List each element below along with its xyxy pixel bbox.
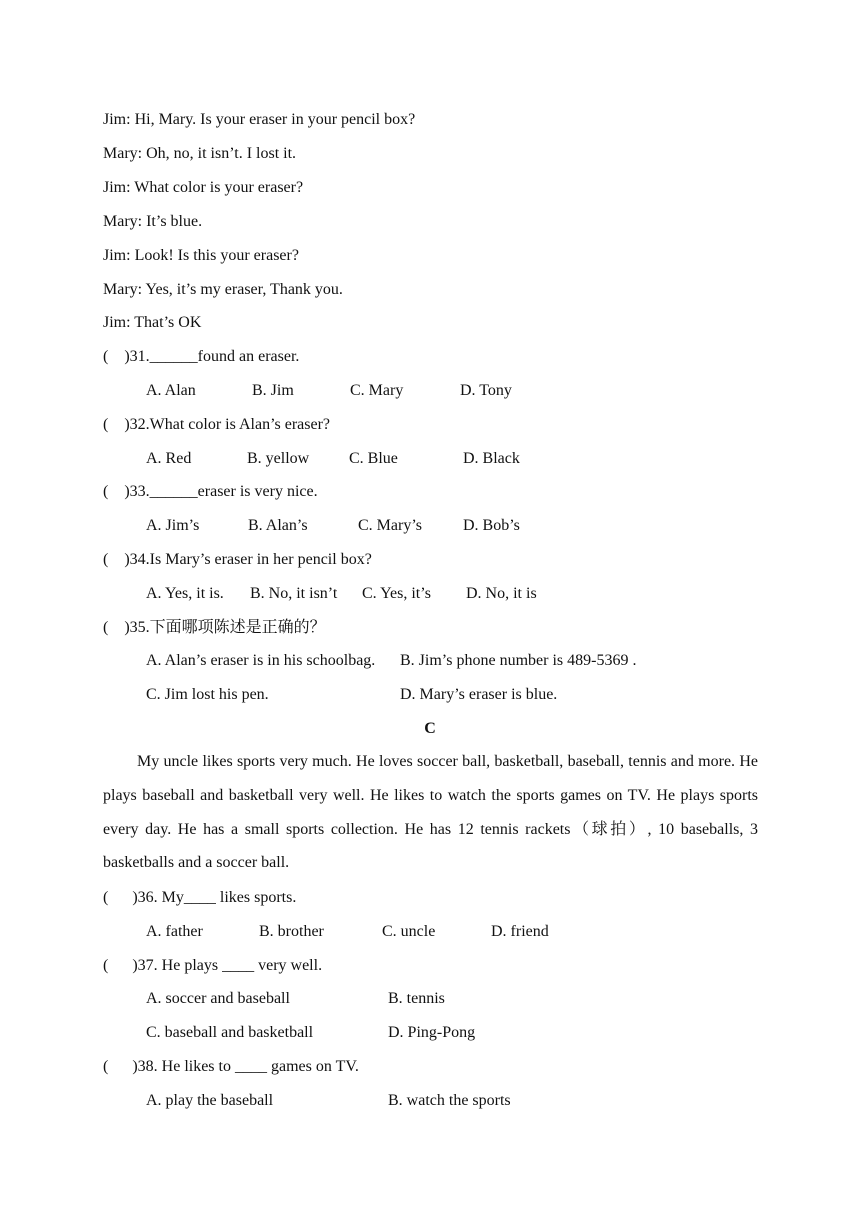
q34-option-a: A. Yes, it is.: [146, 585, 224, 602]
q35-option-d: D. Mary’s eraser is blue.: [400, 686, 558, 703]
q38-option-a: A. play the baseball: [146, 1092, 274, 1109]
question-37-stem: ( )37. He plays ____ very well.: [103, 957, 323, 974]
question-32-stem: ( )32.What color is Alan’s eraser?: [103, 416, 331, 433]
question-33-stem: ( )33.______eraser is very nice.: [103, 483, 318, 500]
q38-option-b: B. watch the sports: [388, 1092, 511, 1109]
q34-option-b: B. No, it isn’t: [250, 585, 338, 602]
q35-option-c: C. Jim lost his pen.: [146, 686, 269, 703]
q37-option-c: C. baseball and basketball: [146, 1024, 314, 1041]
dialogue-line: Mary: It’s blue.: [103, 213, 203, 230]
q31-option-a: A. Alan: [146, 382, 196, 399]
dialogue-line: Jim: Look! Is this your eraser?: [103, 247, 299, 264]
q35-option-a: A. Alan’s eraser is in his schoolbag.: [146, 652, 376, 669]
question-31-stem: ( )31.______found an eraser.: [103, 348, 300, 365]
q31-option-b: B. Jim: [252, 382, 294, 399]
question-38-stem: ( )38. He likes to ____ games on TV.: [103, 1058, 359, 1075]
q32-option-b: B. yellow: [247, 450, 310, 467]
dialogue-line: Jim: That’s OK: [103, 314, 202, 331]
q32-option-c: C. Blue: [349, 450, 398, 467]
q33-option-b: B. Alan’s: [248, 517, 308, 534]
q36-option-d: D. friend: [491, 923, 549, 940]
dialogue-line: Jim: Hi, Mary. Is your eraser in your pencil box?: [103, 111, 416, 128]
q37-option-d: D. Ping-Pong: [388, 1024, 476, 1041]
question-34-stem: ( )34.Is Mary’s eraser in her pencil box?: [103, 551, 372, 568]
dialogue-line: Jim: What color is your eraser?: [103, 179, 304, 196]
q37-option-b: B. tennis: [388, 990, 445, 1007]
question-35-stem: ( )35.下面哪项陈述是正确的？: [103, 619, 326, 636]
q31-option-c: C. Mary: [350, 382, 404, 399]
q31-option-d: D. Tony: [460, 382, 512, 399]
q33-option-a: A. Jim’s: [146, 517, 200, 534]
q34-option-c: C. Yes, it’s: [362, 585, 431, 602]
q36-option-b: B. brother: [259, 923, 324, 940]
q33-option-d: D. Bob’s: [463, 517, 520, 534]
q35-option-b: B. Jim’s phone number is 489-5369 .: [400, 652, 637, 669]
q37-option-a: A. soccer and baseball: [146, 990, 290, 1007]
q32-option-a: A. Red: [146, 450, 192, 467]
dialogue-line: Mary: Yes, it’s my eraser, Thank you.: [103, 281, 343, 298]
q36-option-c: C. uncle: [382, 923, 436, 940]
section-heading: C: [424, 720, 436, 737]
q33-option-c: C. Mary’s: [358, 517, 422, 534]
question-36-stem: ( )36. My____ likes sports.: [103, 889, 297, 906]
dialogue-line: Mary: Oh, no, it isn’t. I lost it.: [103, 145, 297, 162]
q32-option-d: D. Black: [463, 450, 520, 467]
q34-option-d: D. No, it is: [466, 585, 537, 602]
q36-option-a: A. father: [146, 923, 203, 940]
reading-passage: My uncle likes sports very much. He loves soccer ball, basketball, baseball, tennis and more. He plays baseball and basketball very well. He likes to watch the sports games on TV. He plays sports every day. He has a small sports collection. He has 12 tennis rackets（球拍）, 10 baseballs, 3 basketballs and a soccer ball.: [103, 753, 758, 872]
